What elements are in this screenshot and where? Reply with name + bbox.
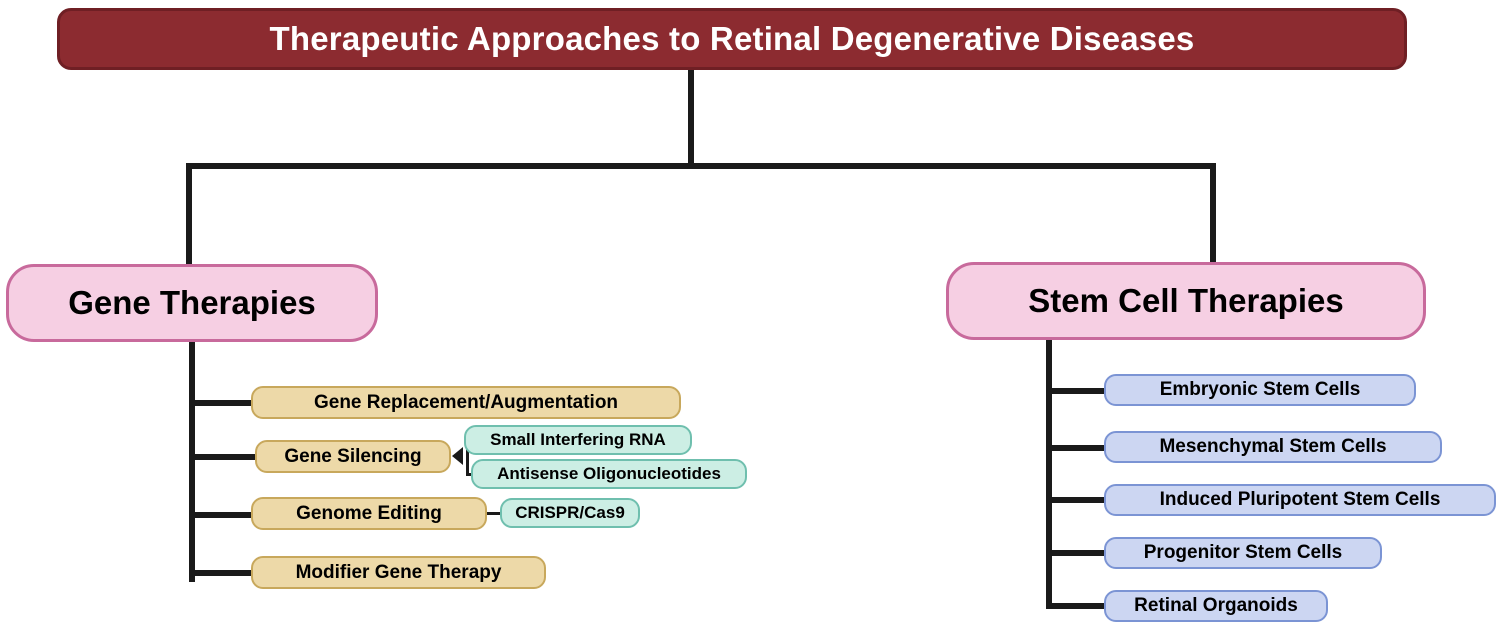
stem-item-ipsc[interactable]: Induced Pluripotent Stem Cells (1104, 484, 1496, 516)
connector-gene-stub-3 (189, 512, 251, 518)
connector-silencing-arrow (452, 447, 463, 465)
connector-gene-stub-1 (189, 400, 251, 406)
stem-item-embryonic[interactable]: Embryonic Stem Cells (1104, 374, 1416, 406)
gene-item-modifier[interactable]: Modifier Gene Therapy (251, 556, 546, 589)
connector-gene-stub-4 (189, 570, 251, 576)
connector-stem-stub-5 (1046, 603, 1104, 609)
connector-stem-spine (1046, 340, 1052, 608)
gene-leaf-crispr[interactable]: CRISPR/Cas9 (500, 498, 640, 528)
connector-gene-drop (186, 163, 192, 267)
stem-item-progenitor[interactable]: Progenitor Stem Cells (1104, 537, 1382, 569)
branch-stem-cell-therapies[interactable]: Stem Cell Therapies (946, 262, 1426, 340)
gene-leaf-sirna[interactable]: Small Interfering RNA (464, 425, 692, 455)
connector-title-trunk (688, 70, 694, 166)
gene-item-silencing[interactable]: Gene Silencing (255, 440, 451, 473)
connector-split-horizontal (186, 163, 1216, 169)
connector-stem-drop (1210, 163, 1216, 265)
gene-leaf-aso[interactable]: Antisense Oligonucleotides (471, 459, 747, 489)
connector-stem-stub-4 (1046, 550, 1104, 556)
stem-item-organoids[interactable]: Retinal Organoids (1104, 590, 1328, 622)
connector-stem-stub-3 (1046, 497, 1104, 503)
branch-gene-therapies[interactable]: Gene Therapies (6, 264, 378, 342)
stem-item-mesenchymal[interactable]: Mesenchymal Stem Cells (1104, 431, 1442, 463)
connector-gene-spine (189, 342, 195, 582)
gene-item-replacement[interactable]: Gene Replacement/Augmentation (251, 386, 681, 419)
connector-stem-stub-2 (1046, 445, 1104, 451)
connector-stem-stub-1 (1046, 388, 1104, 394)
connector-gene-stub-2 (189, 454, 255, 460)
gene-item-genome-editing[interactable]: Genome Editing (251, 497, 487, 530)
diagram-title: Therapeutic Approaches to Retinal Degenerative Diseases (57, 8, 1407, 70)
